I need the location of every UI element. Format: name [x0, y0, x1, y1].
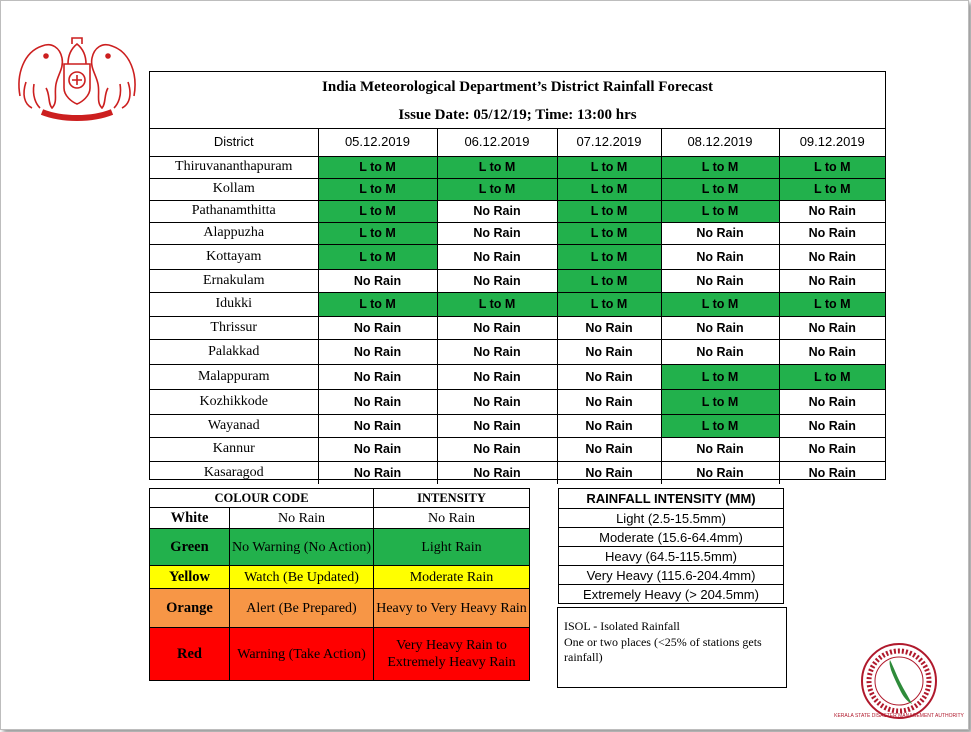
forecast-title: India Meteorological Department’s District Rainfall Forecast	[322, 79, 713, 95]
district-row	[150, 437, 885, 461]
forecast-cell: No Rain	[318, 389, 437, 414]
legend-intensity: Light Rain	[374, 529, 530, 566]
legend-meaning: Alert (Be Prepared)	[230, 589, 374, 628]
intensity-row	[559, 566, 784, 585]
legend-colour-name: Yellow	[150, 566, 230, 589]
legend-intensity: No Rain	[374, 508, 530, 529]
legend-row	[150, 628, 530, 681]
forecast-cell: No Rain	[318, 269, 437, 292]
legend-header-colour: COLOUR CODE	[150, 489, 374, 508]
colour-code-legend	[149, 488, 530, 681]
forecast-cell: L to M	[779, 156, 885, 178]
forecast-cell: No Rain	[437, 461, 557, 484]
date-column-header: 06.12.2019	[437, 128, 557, 156]
legend-row	[150, 589, 530, 628]
date-column-header: 05.12.2019	[318, 128, 437, 156]
district-column-header: District	[150, 128, 318, 156]
forecast-cell: No Rain	[557, 437, 661, 461]
forecast-cell: No Rain	[437, 414, 557, 437]
legend-meaning: No Warning (No Action)	[230, 529, 374, 566]
legend-intensity: Moderate Rain	[374, 566, 530, 589]
district-name: Kozhikkode	[150, 389, 318, 414]
legend-intensity: Heavy to Very Heavy Rain	[374, 589, 530, 628]
forecast-cell: No Rain	[318, 437, 437, 461]
forecast-cell: No Rain	[437, 389, 557, 414]
legend-meaning: Warning (Take Action)	[230, 628, 374, 681]
forecast-cell: No Rain	[437, 222, 557, 244]
forecast-cell: No Rain	[661, 244, 779, 269]
district-name: Wayanad	[150, 414, 318, 437]
legend-intensity: Very Heavy Rain to Extremely Heavy Rain	[374, 628, 530, 681]
forecast-cell: No Rain	[779, 461, 885, 484]
forecast-cell: No Rain	[779, 389, 885, 414]
district-forecast-table	[149, 71, 886, 480]
district-row	[150, 389, 885, 414]
legend-colour-name: White	[150, 508, 230, 529]
rainfall-intensity-table	[558, 488, 784, 604]
forecast-cell: L to M	[318, 178, 437, 200]
forecast-cell: L to M	[661, 414, 779, 437]
legend-row	[150, 529, 530, 566]
forecast-cell: No Rain	[779, 269, 885, 292]
forecast-cell: No Rain	[437, 200, 557, 222]
forecast-cell: No Rain	[318, 414, 437, 437]
forecast-cell: No Rain	[661, 316, 779, 339]
forecast-cell: No Rain	[661, 461, 779, 484]
forecast-cell: No Rain	[779, 316, 885, 339]
isol-note	[557, 607, 787, 688]
kerala-emblem-logo	[12, 24, 142, 124]
district-row	[150, 292, 885, 316]
legend-colour-name: Red	[150, 628, 230, 681]
intensity-range: Moderate (15.6-64.4mm)	[559, 528, 784, 547]
forecast-cell: No Rain	[557, 316, 661, 339]
district-name: Pathanamthitta	[150, 200, 318, 222]
date-column-header: 07.12.2019	[557, 128, 661, 156]
forecast-grid	[150, 128, 885, 484]
forecast-cell: No Rain	[661, 269, 779, 292]
forecast-cell: L to M	[661, 364, 779, 389]
district-name: Kasaragod	[150, 461, 318, 484]
forecast-cell: L to M	[437, 292, 557, 316]
district-name: Kottayam	[150, 244, 318, 269]
forecast-cell: No Rain	[318, 339, 437, 364]
district-row	[150, 200, 885, 222]
district-name: Kollam	[150, 178, 318, 200]
forecast-cell: L to M	[318, 222, 437, 244]
forecast-cell: L to M	[661, 200, 779, 222]
forecast-cell: No Rain	[661, 222, 779, 244]
forecast-cell: L to M	[557, 244, 661, 269]
forecast-cell: L to M	[557, 200, 661, 222]
forecast-cell: No Rain	[661, 339, 779, 364]
forecast-cell: No Rain	[437, 244, 557, 269]
forecast-cell: No Rain	[437, 316, 557, 339]
forecast-cell: No Rain	[318, 364, 437, 389]
district-row	[150, 414, 885, 437]
legend-row	[150, 566, 530, 589]
district-name: Alappuzha	[150, 222, 318, 244]
district-row	[150, 316, 885, 339]
forecast-title-block	[150, 72, 885, 129]
intensity-row	[559, 585, 784, 604]
forecast-cell: L to M	[779, 178, 885, 200]
district-row	[150, 269, 885, 292]
legend-meaning: No Rain	[230, 508, 374, 529]
forecast-header-row	[150, 128, 885, 156]
forecast-cell: No Rain	[779, 414, 885, 437]
forecast-cell: L to M	[437, 156, 557, 178]
forecast-cell: L to M	[557, 222, 661, 244]
legend-meaning: Watch (Be Updated)	[230, 566, 374, 589]
ksdma-logo-text: KERALA STATE DISASTER MANAGEMENT AUTHORITY	[834, 713, 964, 719]
issue-date: Issue Date: 05/12/19; Time: 13:00 hrs	[398, 107, 637, 123]
forecast-cell: L to M	[779, 364, 885, 389]
forecast-cell: No Rain	[661, 437, 779, 461]
forecast-cell: L to M	[318, 200, 437, 222]
legend-header-intensity: INTENSITY	[374, 489, 530, 508]
forecast-cell: L to M	[557, 156, 661, 178]
isol-note-line2: One or two places (<25% of stations gets rainfall)	[564, 634, 762, 664]
forecast-cell: No Rain	[779, 222, 885, 244]
district-row	[150, 178, 885, 200]
forecast-cell: No Rain	[318, 461, 437, 484]
forecast-cell: L to M	[318, 244, 437, 269]
forecast-cell: No Rain	[557, 414, 661, 437]
district-name: Palakkad	[150, 339, 318, 364]
intensity-row	[559, 547, 784, 566]
forecast-cell: No Rain	[318, 316, 437, 339]
legend-colour-name: Green	[150, 529, 230, 566]
district-row	[150, 339, 885, 364]
forecast-cell: No Rain	[557, 364, 661, 389]
intensity-range: Very Heavy (115.6-204.4mm)	[559, 566, 784, 585]
date-column-header: 08.12.2019	[661, 128, 779, 156]
district-name: Malappuram	[150, 364, 318, 389]
forecast-cell: L to M	[661, 292, 779, 316]
district-row	[150, 461, 885, 484]
forecast-cell: L to M	[779, 292, 885, 316]
forecast-cell: L to M	[557, 178, 661, 200]
legend-row	[150, 508, 530, 529]
district-row	[150, 156, 885, 178]
district-row	[150, 244, 885, 269]
intensity-range: Heavy (64.5-115.5mm)	[559, 547, 784, 566]
forecast-cell: No Rain	[557, 339, 661, 364]
district-name: Ernakulam	[150, 269, 318, 292]
forecast-cell: L to M	[557, 292, 661, 316]
forecast-cell: No Rain	[437, 437, 557, 461]
forecast-cell: No Rain	[779, 244, 885, 269]
intensity-range: Light (2.5-15.5mm)	[559, 509, 784, 528]
forecast-cell: L to M	[661, 156, 779, 178]
forecast-cell: No Rain	[437, 339, 557, 364]
forecast-cell: No Rain	[779, 437, 885, 461]
isol-note-line1: ISOL - Isolated Rainfall	[564, 619, 680, 633]
district-row	[150, 364, 885, 389]
forecast-cell: No Rain	[557, 389, 661, 414]
forecast-cell: L to M	[661, 389, 779, 414]
ksdma-logo	[834, 642, 964, 720]
forecast-cell: L to M	[437, 178, 557, 200]
forecast-cell: L to M	[318, 292, 437, 316]
district-name: Thrissur	[150, 316, 318, 339]
forecast-cell: No Rain	[557, 461, 661, 484]
forecast-cell: No Rain	[779, 200, 885, 222]
date-column-header: 09.12.2019	[779, 128, 885, 156]
rainfall-intensity-title: RAINFALL INTENSITY (MM)	[559, 489, 784, 509]
intensity-row	[559, 509, 784, 528]
forecast-cell: L to M	[318, 156, 437, 178]
intensity-row	[559, 528, 784, 547]
forecast-cell: No Rain	[437, 269, 557, 292]
district-name: Kannur	[150, 437, 318, 461]
district-row	[150, 222, 885, 244]
forecast-cell: L to M	[661, 178, 779, 200]
forecast-cell: No Rain	[437, 364, 557, 389]
forecast-cell: No Rain	[779, 339, 885, 364]
intensity-range: Extremely Heavy (> 204.5mm)	[559, 585, 784, 604]
district-name: Thiruvananthapuram	[150, 156, 318, 178]
district-name: Idukki	[150, 292, 318, 316]
forecast-cell: L to M	[557, 269, 661, 292]
legend-colour-name: Orange	[150, 589, 230, 628]
